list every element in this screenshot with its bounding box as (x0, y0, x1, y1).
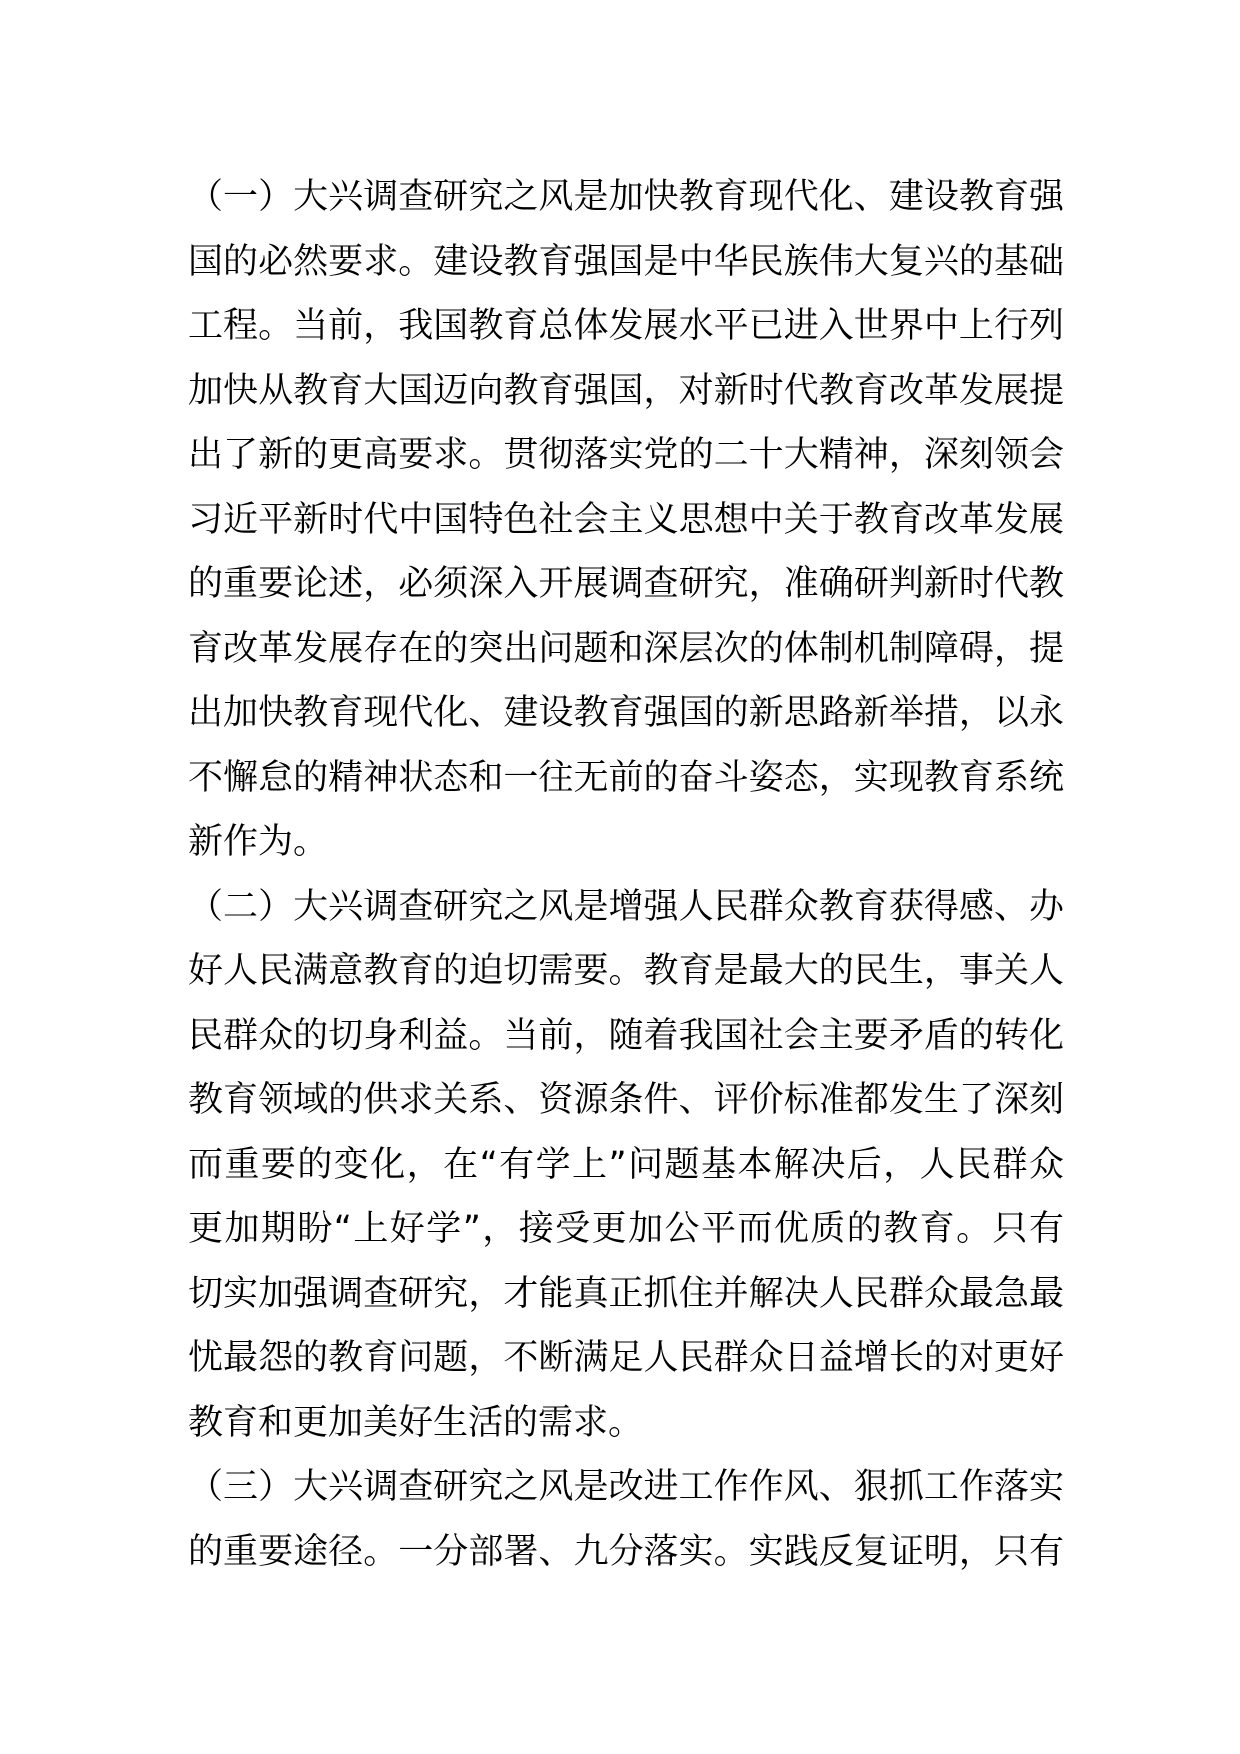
text-line: 习近平新时代中国特色社会主义思想中关于教育改革发展 (188, 499, 1064, 540)
text-line: 出了新的更高要求。贯彻落实党的二十大精神，深刻领会 (188, 435, 1064, 475)
paragraph-3 (188, 1455, 1064, 1584)
document-body (188, 165, 1064, 1584)
text-line: 育改革发展存在的突出问题和深层次的体制机制障碍，提 (188, 628, 1064, 669)
text-line: （一）大兴调查研究之风是加快教育现代化、建设教育强 (188, 177, 1064, 217)
text-line: 的重要途径。一分部署、九分落实。实践反复证明，只有 (188, 1531, 1064, 1572)
text-line: 忧最怨的教育问题，不断满足人民群众日益增长的对更好 (188, 1338, 1064, 1378)
paragraph-2 (188, 875, 1064, 1456)
text-line: 更加期盼“上好学”，接受更加公平而优质的教育。只有 (188, 1209, 1064, 1249)
text-line: 好人民满意教育的迫切需要。教育是最大的民生，事关人 (188, 951, 1064, 991)
text-line: 工程。当前，我国教育总体发展水平已进入世界中上行列 (188, 306, 1064, 346)
text-line: 新作为。 (188, 822, 329, 862)
text-line: （三）大兴调查研究之风是改进工作作风、狠抓工作落实 (188, 1467, 1064, 1507)
paragraph-1 (188, 165, 1064, 875)
text-line: 的重要论述，必须深入开展调查研究，准确研判新时代教 (188, 564, 1064, 604)
text-line: 不懈怠的精神状态和一往无前的奋斗姿态，实现教育系统 (188, 757, 1064, 798)
text-line: 加快从教育大国迈向教育强国，对新时代教育改革发展提 (188, 370, 1064, 411)
text-line: 教育领域的供求关系、资源条件、评价标准都发生了深刻 (188, 1080, 1064, 1120)
text-line: （二）大兴调查研究之风是增强人民群众教育获得感、办 (188, 886, 1064, 927)
text-line: 国的必然要求。建设教育强国是中华民族伟大复兴的基础 (188, 241, 1064, 282)
text-line: 出加快教育现代化、建设教育强国的新思路新举措，以永 (188, 693, 1064, 733)
text-line: 而重要的变化，在“有学上”问题基本解决后，人民群众 (188, 1144, 1064, 1185)
text-line: 切实加强调查研究，才能真正抓住并解决人民群众最急最 (188, 1273, 1064, 1314)
text-line: 民群众的切身利益。当前，随着我国社会主要矛盾的转化 (188, 1015, 1064, 1056)
text-line: 教育和更加美好生活的需求。 (188, 1402, 644, 1443)
